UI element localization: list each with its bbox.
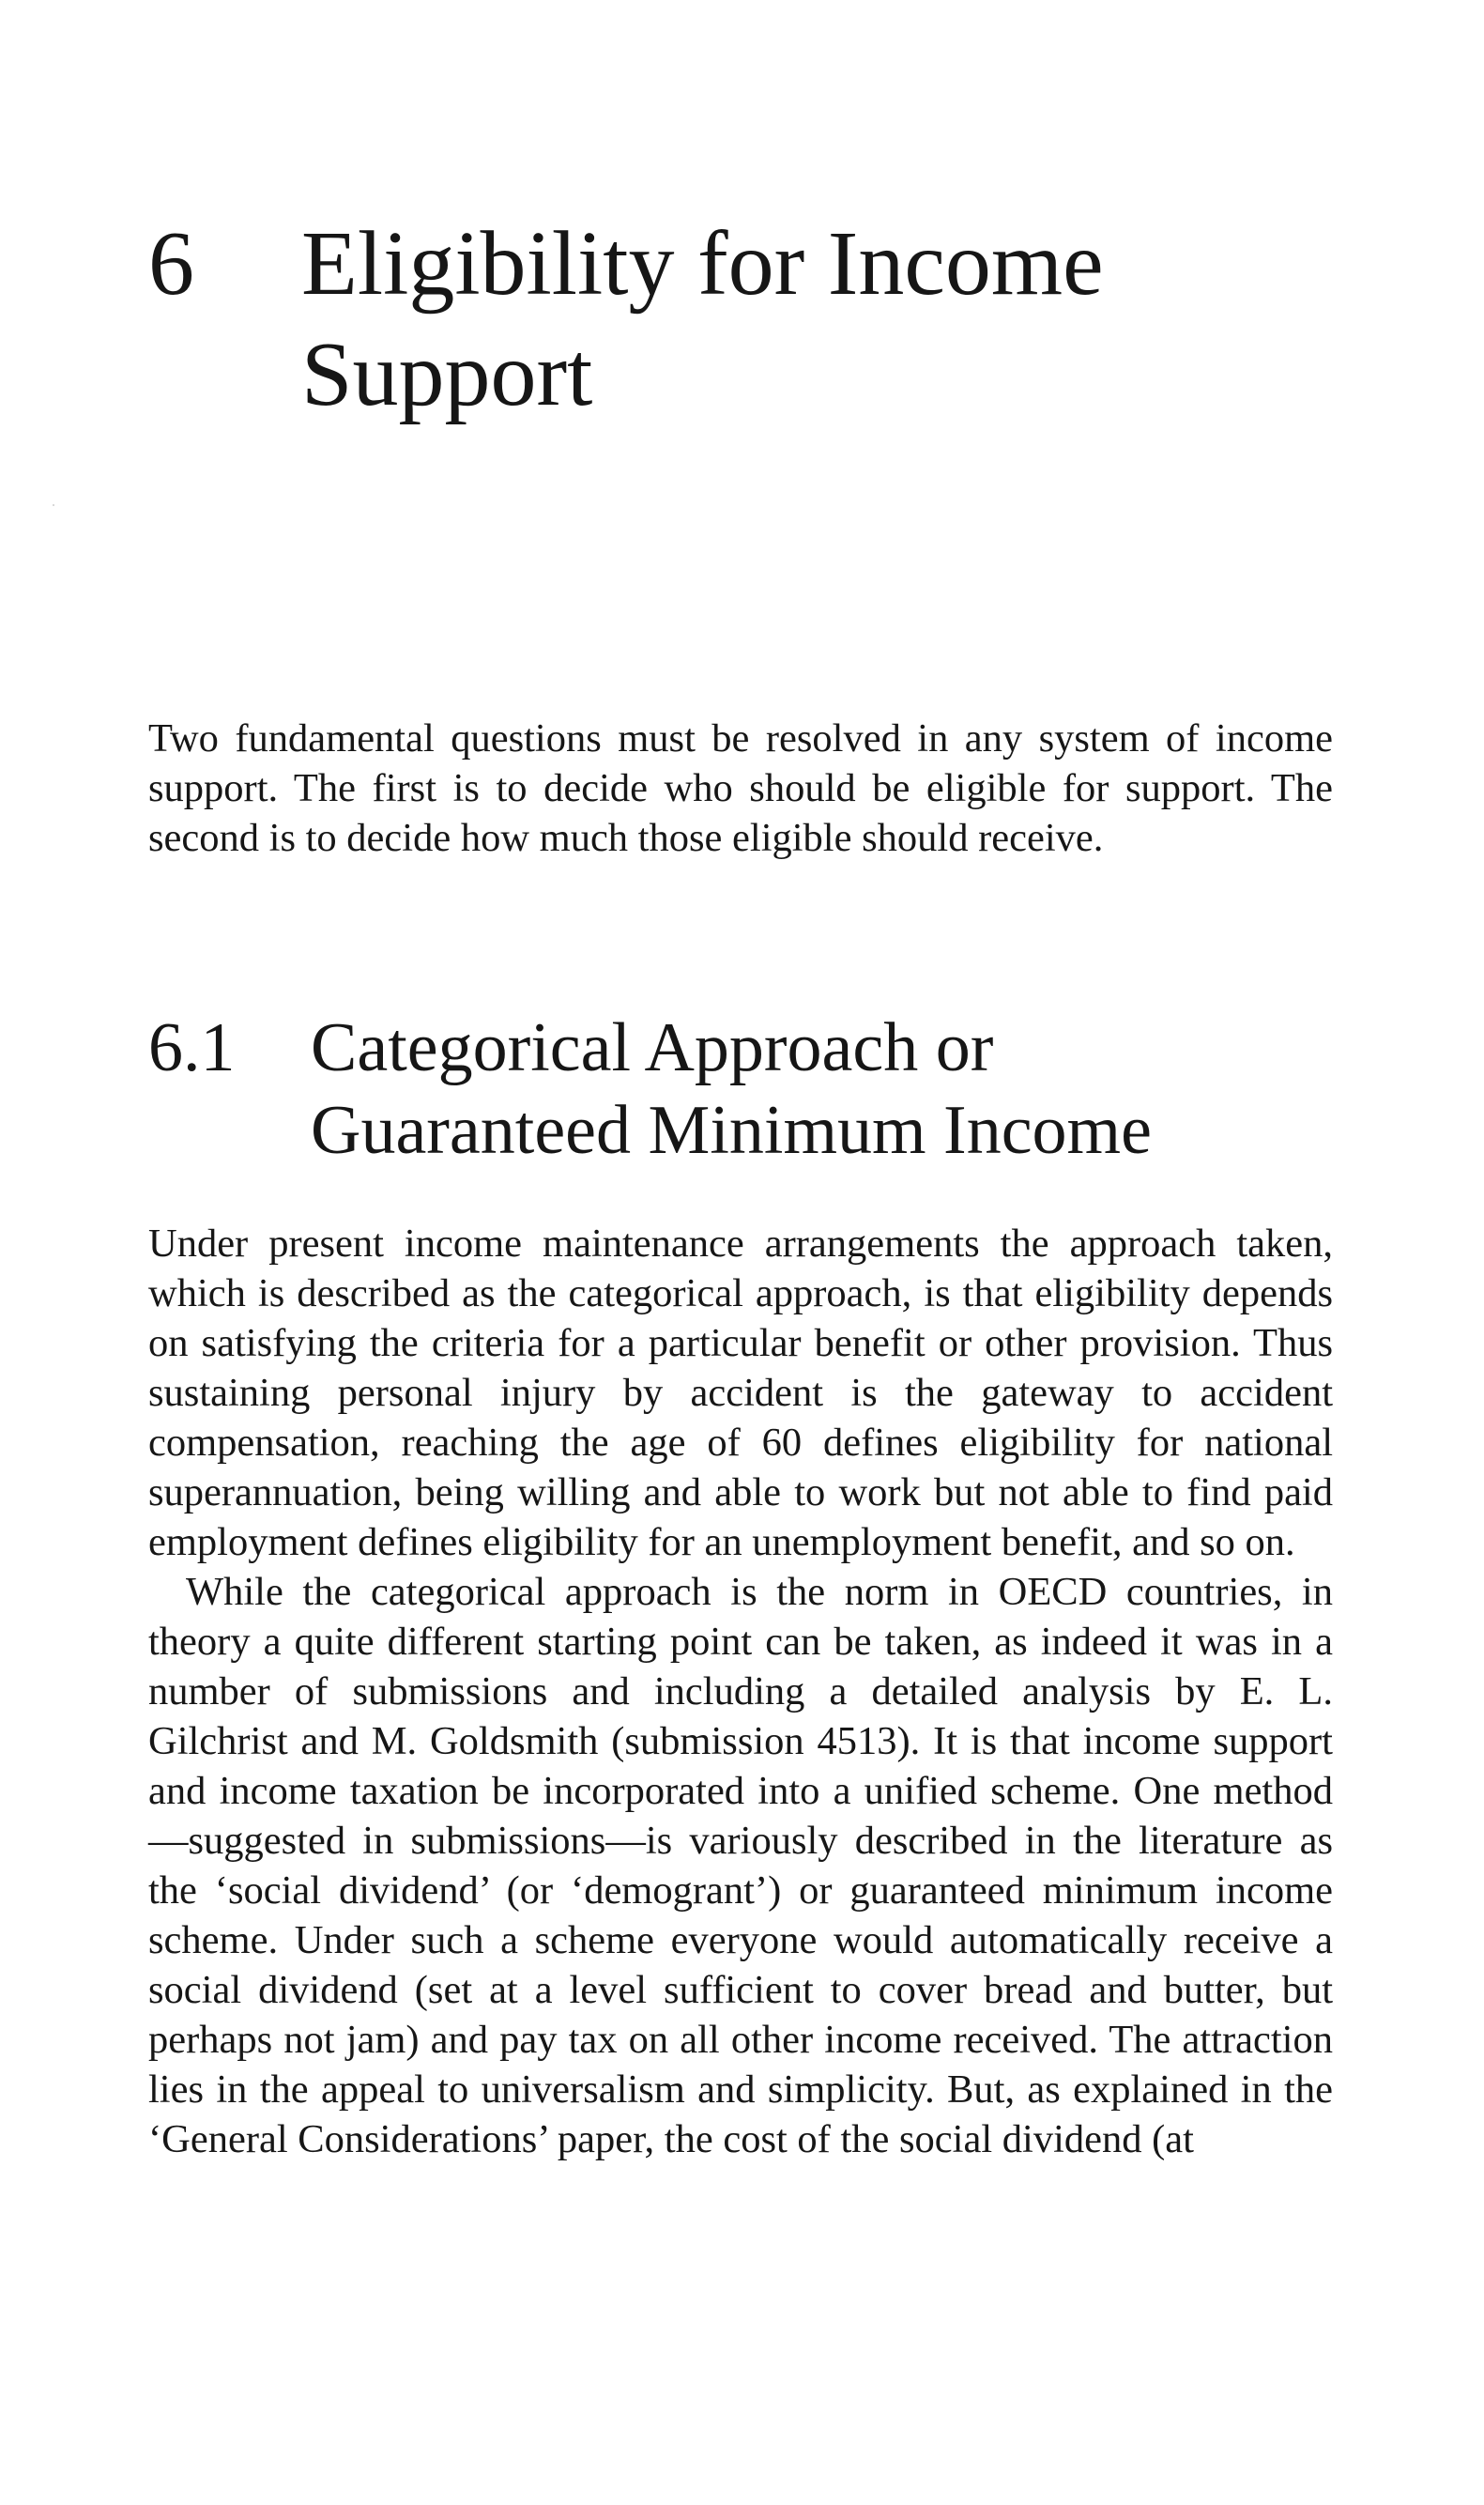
chapter-title-line-2: Support xyxy=(301,324,593,425)
section-body xyxy=(148,1219,1333,2164)
section-title xyxy=(311,1007,1343,1172)
body-paragraph: While the categorical approach is the norm in OECD countries, in theory a quite different starting point can be taken, as indeed it was in a number of submissions and including a detailed analysis by E. L. Gilchrist and M. Goldsmith (submission 4513). It is that income support and income taxation be incorporated into a unified scheme. One method—suggested in submissions—is variously described in the literature as the ‘social dividend’ (or ‘demogrant’) or guaranteed minimum income scheme. Under such a scheme everyone would automatically receive a social dividend (set at a level sufficient to cover bread and butter, but perhaps not jam) and pay tax on all other income received. The attraction lies in the appeal to universalism and simplicity. But, as explained in the ‘General Considerations’ paper, the cost of the social dividend (at xyxy=(148,1570,1333,2161)
section-number: 6.1 xyxy=(148,1009,236,1086)
section-title-line-2: Guaranteed Minimum Income xyxy=(311,1092,1152,1169)
chapter-number: 6 xyxy=(148,213,194,315)
intro-paragraph: Two fundamental questions must be resolved in any system of income support. The first is to decide who should be eligible for support. The second is to decide how much those eligible should receive. xyxy=(148,716,1333,860)
chapter-title xyxy=(301,208,1334,430)
chapter-title-line-1: Eligibility for Income xyxy=(301,213,1104,315)
scan-speck xyxy=(53,504,54,506)
body-paragraph: Under present income maintenance arrangements the approach taken, which is described as the categorical approach, is that eligibility depends on satisfying the criteria for a particular benefit or other provision. Thus sustaining personal injury by accident is the gateway to accident compensation, reaching the age of 60 defines eligibility for national superannuation, being willing and able to work but not able to find paid employment defines eligibility for an unemployment benefit, and so on. xyxy=(148,1222,1333,1564)
intro-text xyxy=(148,714,1333,863)
section-title-line-1: Categorical Approach or xyxy=(311,1009,994,1086)
